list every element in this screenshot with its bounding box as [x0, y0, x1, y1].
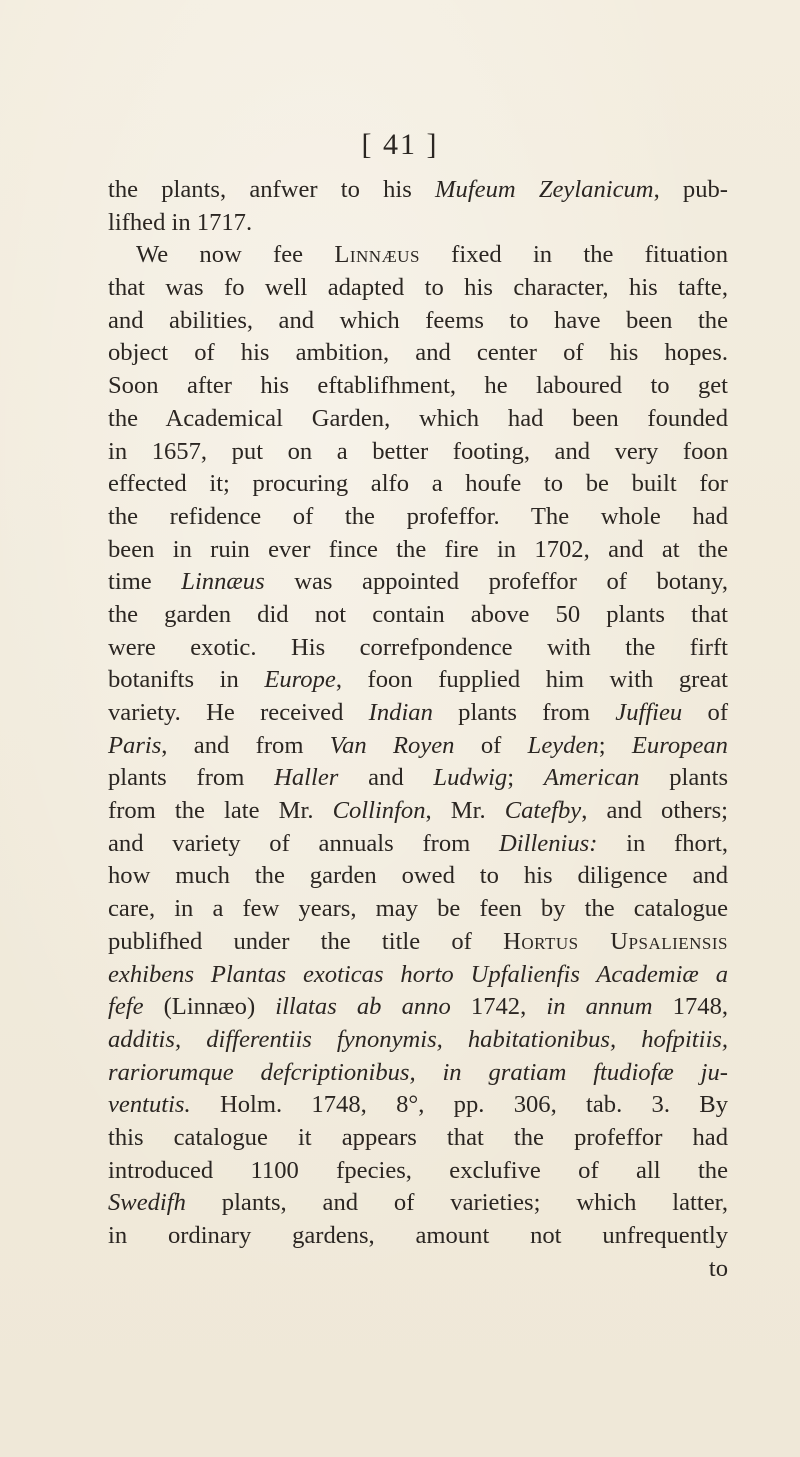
italic-segment: in annum	[546, 993, 653, 1021]
text-line	[108, 1155, 728, 1188]
text-line	[108, 1024, 728, 1057]
text-segment: and abilities, and which feems to have been the	[108, 306, 728, 334]
text-segment: Holm. 1748, 8°, pp. 306, tab. 3. By	[190, 1091, 728, 1119]
text-segment: 1742,	[450, 993, 547, 1021]
text-line	[108, 436, 728, 469]
text-segment: lifhed in 1717.	[108, 208, 253, 236]
text-segment: been in ruin ever fince the fire in 1702, and at the	[108, 535, 728, 563]
italic-segment: Swedifh	[108, 1189, 186, 1217]
italic-segment: Europe	[264, 666, 336, 694]
text-segment: , pub-	[653, 176, 728, 203]
italic-segment: American	[543, 764, 640, 792]
text-segment: plants from	[108, 764, 275, 792]
text-segment: care, in a few years, may be feen by the catalogue	[108, 895, 728, 923]
text-line	[108, 174, 728, 207]
text-segment: (Linnæo)	[143, 993, 276, 1021]
text-segment: 1748,	[652, 993, 729, 1021]
text-line	[108, 1057, 728, 1090]
italic-segment: Van Royen	[329, 731, 455, 759]
text-segment: , and from	[161, 731, 330, 759]
text-line	[108, 959, 728, 992]
text-line	[108, 664, 728, 697]
text-line	[108, 239, 728, 272]
page-number: [ 41 ]	[361, 128, 439, 161]
text-segment: the Academical Garden, which had been founded	[108, 404, 728, 432]
text-segment: of	[454, 731, 528, 759]
text-segment: object of his ambition, and center of his hopes.	[108, 339, 728, 367]
text-segment: and variety of annuals from	[108, 829, 500, 857]
text-segment: that was fo well adapted to his character, his tafte,	[108, 274, 728, 302]
italic-segment: ventutis.	[108, 1091, 191, 1119]
text-line	[108, 1122, 728, 1155]
text-segment: in ordinary gardens, amount not unfrequently	[108, 1222, 728, 1249]
text-segment: and	[338, 764, 434, 792]
text-line	[108, 1187, 728, 1220]
italic-segment: Indian	[368, 699, 433, 726]
small-caps-segment: Linnæus	[334, 241, 420, 269]
text-segment: in fhort,	[597, 829, 728, 857]
text-line	[108, 207, 728, 240]
italic-segment: Ludwig	[433, 764, 508, 792]
text-line	[108, 501, 728, 534]
text-line	[108, 730, 728, 763]
text-segment: fixed in the fituation	[419, 241, 728, 269]
text-line	[108, 991, 728, 1024]
text-line	[108, 926, 728, 959]
text-line	[108, 1220, 728, 1253]
text-line	[108, 828, 728, 861]
text-segment: the plants, anfwer to his	[108, 176, 436, 203]
text-segment: publifhed under the title of	[108, 927, 504, 955]
text-segment: was appointed profeffor of botany,	[264, 568, 728, 596]
italic-segment: additis, differentiis fynonymis, habitationibus, hofpitiis,	[108, 1025, 728, 1053]
text-segment: from the late Mr.	[108, 797, 333, 825]
text-segment: of	[682, 699, 729, 726]
text-segment: variety. He received	[108, 699, 369, 726]
text-segment: Soon after his eftablifhment, he laboured to get	[108, 372, 728, 400]
text-segment: botanifts in	[108, 666, 265, 694]
italic-segment: fefe	[108, 993, 144, 1021]
text-line	[108, 370, 728, 403]
text-line	[108, 697, 728, 730]
italic-segment: Collinfon	[332, 797, 426, 825]
text-segment: how much the garden owed to his diligence and	[108, 862, 728, 890]
text-segment: the refidence of the profeffor. The whole had	[108, 502, 728, 530]
body-text	[108, 174, 728, 1285]
italic-segment: Haller	[274, 764, 339, 792]
text-segment: this catalogue it appears that the profeffor had	[108, 1123, 728, 1151]
catchword: to	[708, 1254, 728, 1282]
text-line	[108, 272, 728, 305]
small-caps-segment: Hortus Upsaliensis	[503, 927, 728, 955]
text-segment: , Mr.	[425, 797, 505, 825]
text-line	[108, 762, 728, 795]
text-segment: ;	[507, 764, 544, 792]
italic-segment: Juffieu	[615, 699, 683, 726]
text-line	[108, 599, 728, 632]
italic-segment: Dillenius:	[499, 829, 598, 857]
text-segment: We now fee	[136, 241, 335, 269]
italic-segment: European	[631, 731, 728, 759]
text-line	[108, 468, 728, 501]
text-segment: plants from	[432, 699, 616, 726]
italic-segment: exhibens Plantas exoticas horto Upfalienfis Academiæ a	[108, 960, 728, 988]
text-line	[108, 1089, 728, 1122]
italic-segment: Paris	[108, 731, 162, 759]
italic-segment: Leyden	[527, 731, 599, 759]
italic-segment: Catefby	[504, 797, 582, 825]
text-line	[108, 893, 728, 926]
text-line	[108, 305, 728, 338]
text-segment: were exotic. His correfpondence with the firft	[108, 633, 728, 661]
text-segment: ;	[598, 731, 632, 759]
text-line	[108, 795, 728, 828]
text-line	[108, 337, 728, 370]
text-line	[108, 860, 728, 893]
text-segment: in 1657, put on a better footing, and very foon	[108, 437, 728, 465]
text-segment: effected it; procuring alfo a houfe to be built for	[108, 470, 728, 498]
text-segment: plants, and of varieties; which latter,	[185, 1189, 728, 1217]
italic-segment: Linnæus	[181, 568, 265, 596]
italic-segment: Mufeum Zeylanicum	[435, 176, 654, 203]
text-segment: plants	[639, 764, 729, 792]
text-line	[108, 534, 728, 567]
text-segment: introduced 1100 fpecies, exclufive of all the	[108, 1156, 728, 1184]
text-line	[108, 632, 728, 665]
text-line	[108, 403, 728, 436]
text-segment: , and others;	[581, 797, 728, 825]
text-line	[108, 566, 728, 599]
text-segment: , foon fupplied him with great	[335, 666, 728, 694]
italic-segment: illatas ab anno	[275, 993, 451, 1021]
text-segment: the garden did not contain above 50 plants that	[108, 600, 728, 628]
italic-segment: rariorumque defcriptionibus, in gratiam ftudiofæ ju-	[108, 1058, 728, 1086]
text-segment: time	[108, 568, 182, 596]
